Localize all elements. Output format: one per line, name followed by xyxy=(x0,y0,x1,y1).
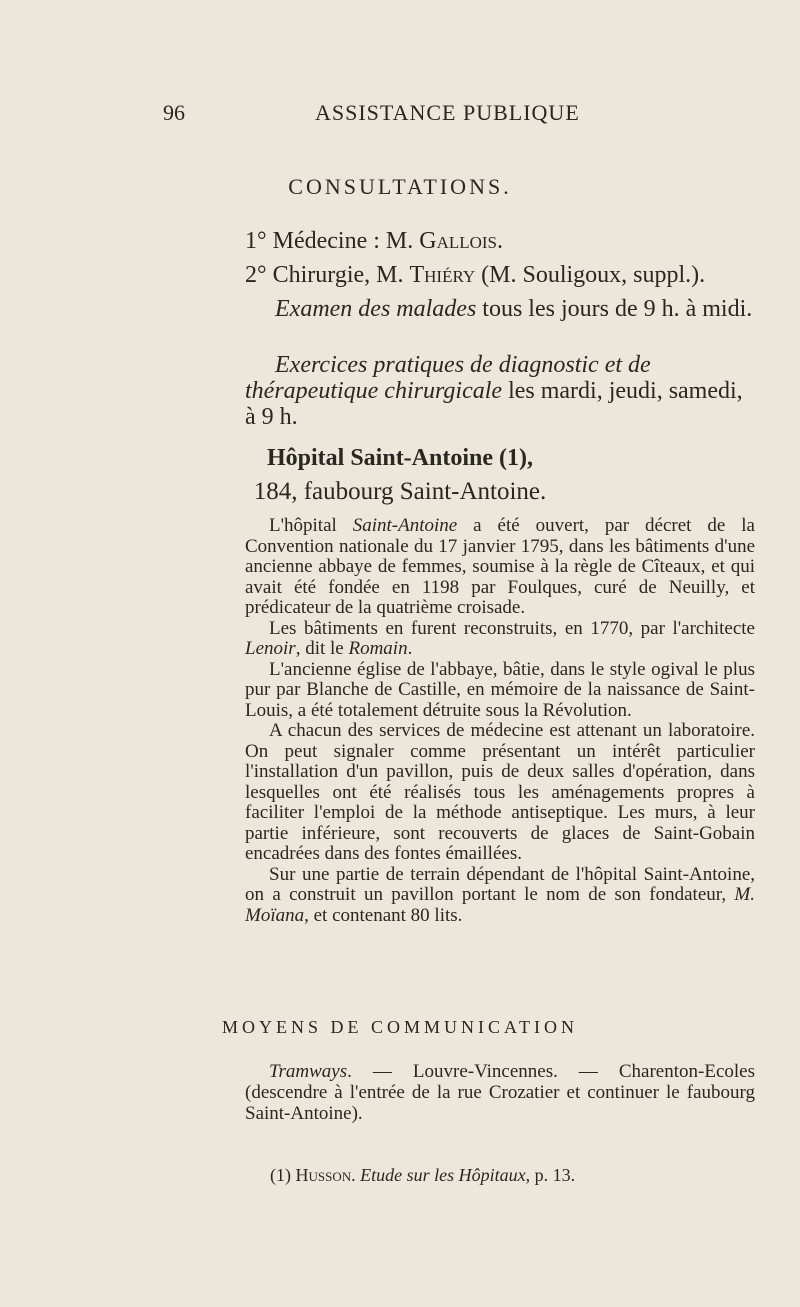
paragraph-church: L'ancienne église de l'abbaye, bâtie, dans le style ogival le plus pur par Blanche de Castille, en mémoire de la naissance de Saint-Louis, a été totalement détruite sous la Révolution. xyxy=(245,658,755,721)
paragraph-laboratories: A chacun des services de médecine est attenant un laboratoire. On peut signaler comme présentant un intérêt particulier l'installation d'un pavillon, puis de deux salles d'opération, dans lesquelles ont été réalisés tous les aménagements propres à faciliter l'emploi de la méthode antiseptique. Les murs, à leur partie inférieure, sont recouverts de glaces de Saint-Gobain encadrées dans des fontes émaillées. xyxy=(245,720,755,864)
paragraph-history: L'hôpital Saint-Antoine a été ouvert, par décret de la Convention nationale du 17 janvier 1795, dans les bâtiments d'une ancienne abbaye de femmes, soumise à la règle de Cîteaux, et qui avait été fondée en 1198 par Foulques, curé de Neuilly, et prédicateur de la quatrième croisade. xyxy=(245,515,755,618)
paragraph-reconstruction: Les bâtiments en furent reconstruits, en 1770, par l'architecte Lenoir, dit le Romain. xyxy=(245,617,755,659)
examen-line: Examen des malades tous les jours de 9 h. à midi. xyxy=(275,296,753,322)
hospital-description xyxy=(245,516,755,926)
medecine-line: 1° Médecine : M. Gallois. xyxy=(245,228,504,254)
paragraph-pavilion: Sur une partie de terrain dépendant de l'hôpital Saint-Antoine, on a construit un pavillon portant le nom de son fondateur, M. Moïana, et contenant 80 lits. xyxy=(245,863,755,926)
footnote: (1) Husson. Etude sur les Hôpitaux, p. 13. xyxy=(270,1165,576,1185)
hospital-title: Hôpital Saint-Antoine (1), xyxy=(266,445,533,471)
consultations-heading: CONSULTATIONS. xyxy=(288,174,512,199)
running-title: ASSISTANCE PUBLIQUE xyxy=(315,100,580,125)
page-number: 96 xyxy=(163,100,185,125)
communication-heading: MOYENS DE COMMUNICATION xyxy=(221,1017,578,1037)
exercices-line: Exercices pratiques de diagnostic et de thérapeutique chirurgicale les mardi, jeudi, samedi, à 9 h. xyxy=(245,352,743,430)
hospital-address: 184, faubourg Saint-Antoine. xyxy=(253,478,547,505)
tramways-text: Tramways. — Louvre-Vincennes. — Charenton-Ecoles (descendre à l'entrée de la rue Crozatier et continuer le faubourg Saint-Antoine). xyxy=(245,1061,755,1124)
chirurgie-line: 2° Chirurgie, M. Thiéry (M. Souligoux, suppl.). xyxy=(245,262,706,288)
